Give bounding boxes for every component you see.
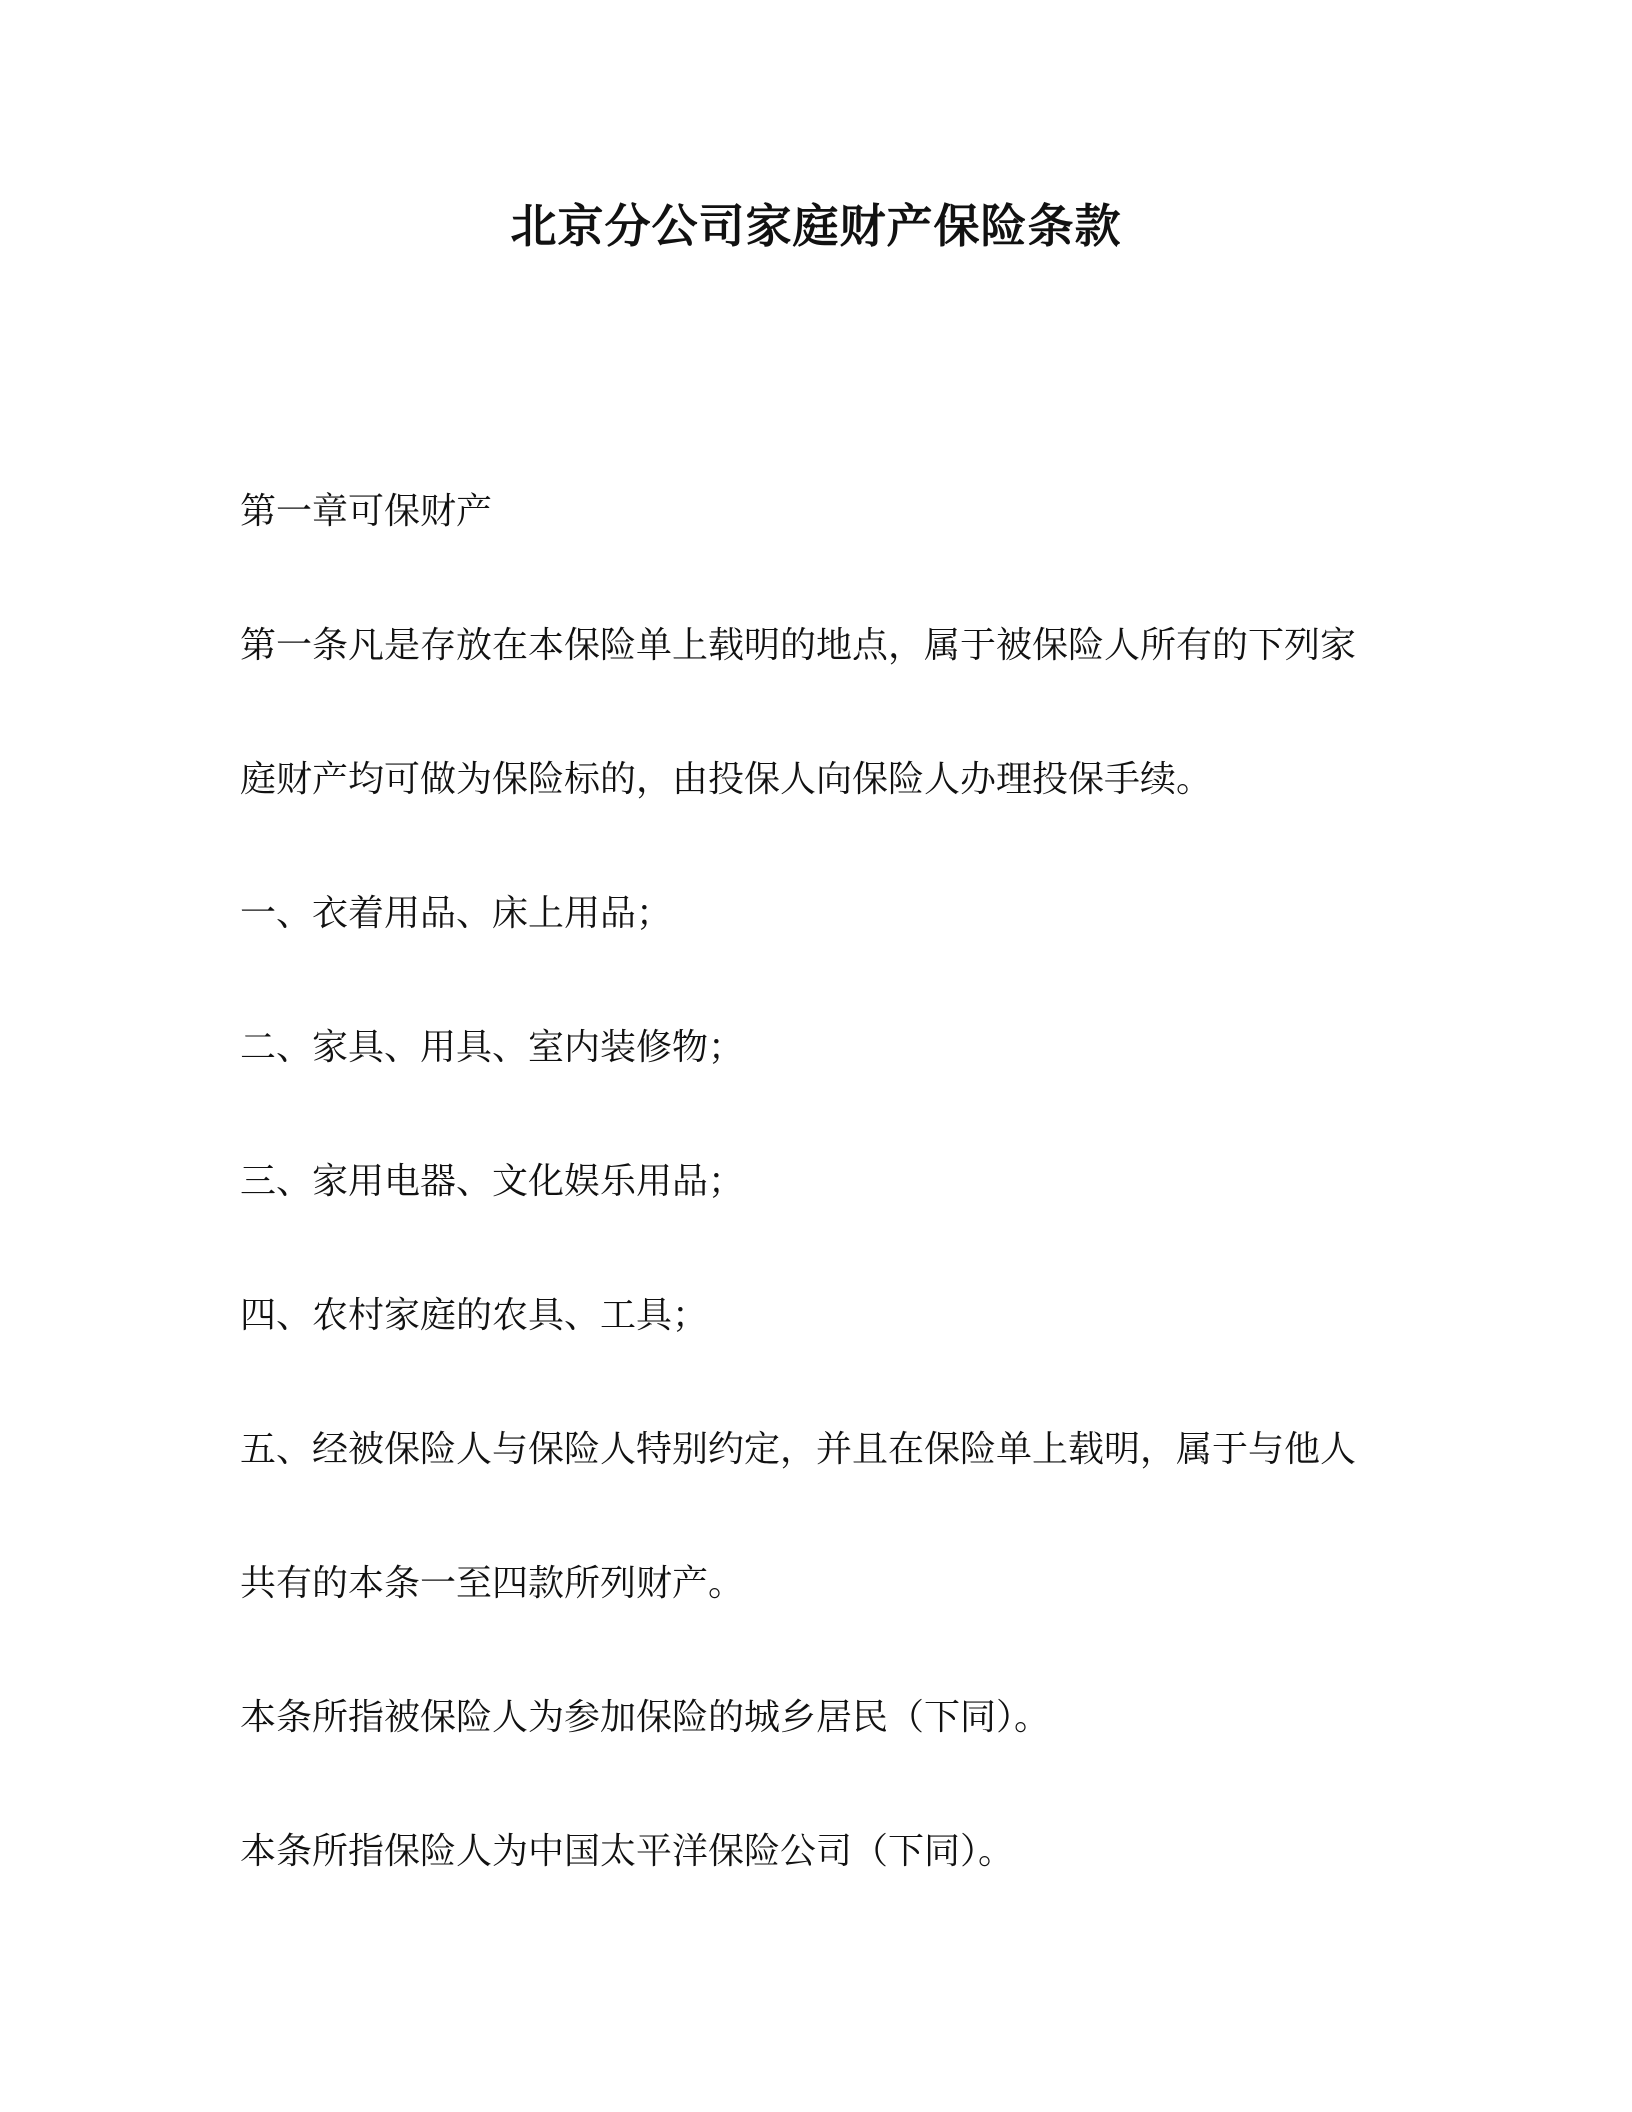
document-title: 北京分公司家庭财产保险条款 [510, 199, 1122, 253]
list-item: 五、经被保险人与保险人特别约定，并且在保险单上载明，属于与他人 [240, 1429, 1357, 1470]
list-item: 一、衣着用品、床上用品； [240, 893, 673, 934]
list-item: 四、农村家庭的农具、工具； [240, 1295, 709, 1336]
list-item: 二、家具、用具、室内装修物； [240, 1027, 745, 1068]
paragraph-line: 本条所指保险人为中国太平洋保险公司（下同）。 [240, 1831, 1015, 1872]
paragraph-line: 庭财产均可做为保险标的，由投保人向保险人办理投保手续。 [240, 759, 1213, 800]
paragraph-line: 第一条凡是存放在本保险单上载明的地点，属于被保险人所有的下列家 [240, 625, 1357, 666]
document-body [240, 490, 1440, 1964]
list-item-continuation: 共有的本条一至四款所列财产。 [240, 1563, 745, 1604]
list-item: 三、家用电器、文化娱乐用品； [240, 1161, 745, 1202]
chapter-heading: 第一章可保财产 [240, 491, 493, 532]
paragraph-line: 本条所指被保险人为参加保险的城乡居民（下同）。 [240, 1697, 1051, 1738]
